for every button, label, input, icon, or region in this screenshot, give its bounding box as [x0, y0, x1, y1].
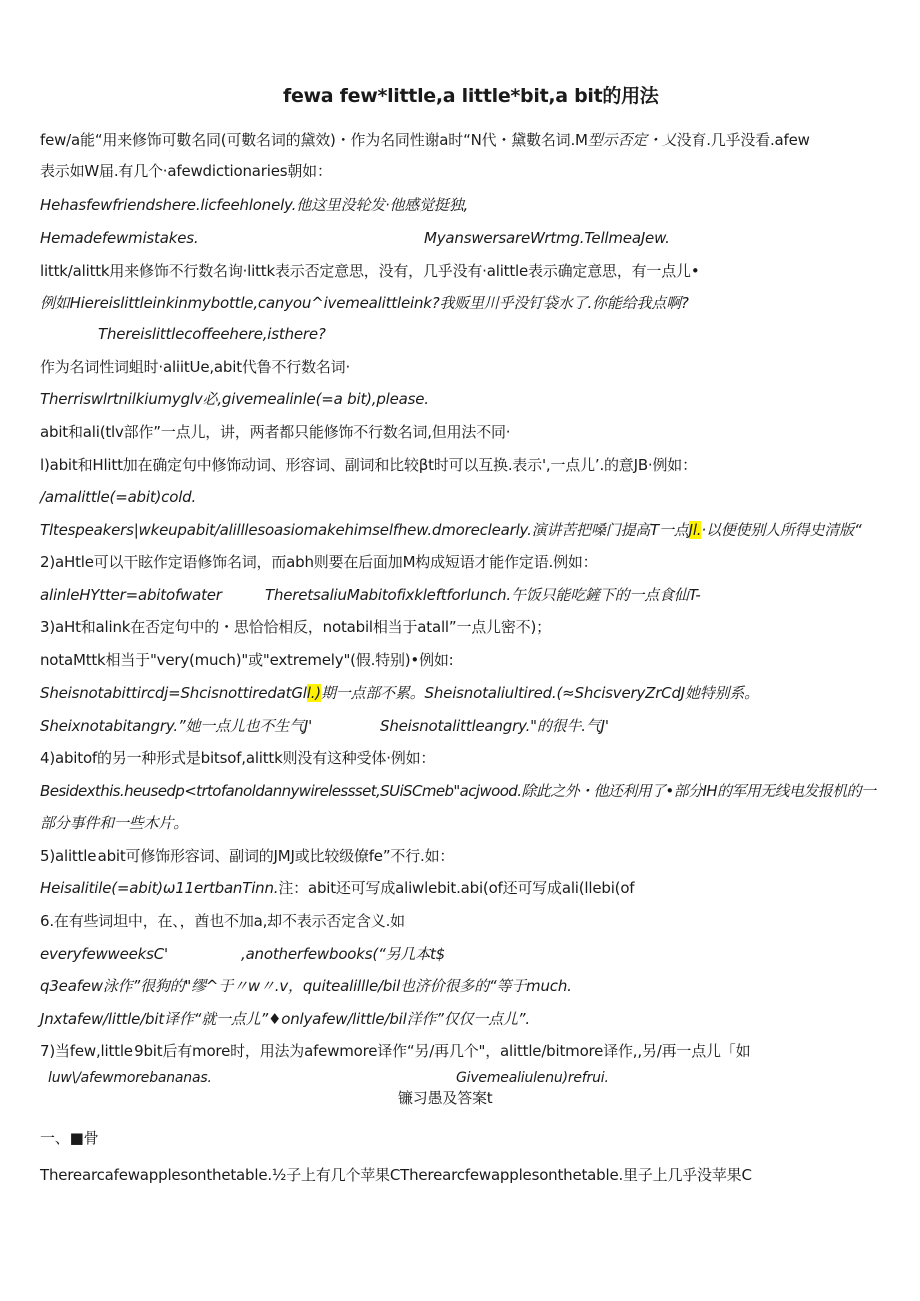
paragraph-little-usage: littk/alittk用来修饰不行数名询·littk表示否定意思，没有，几乎没有·alittle表示确定意思，有一点儿• [40, 262, 700, 280]
paragraph-rule-3: 3)aHt和alink在否定句中的・思恰恰相反，notabil相当于atall”一点儿密不)； [40, 618, 551, 636]
example-sentence: ,anotherfewbooks(“另几本t$ [241, 945, 446, 963]
paragraph-rule-3-cont: notaMttk相当于"very(much)"或"extremely"(假.特别)•例如: [40, 651, 454, 669]
text: Tltespeakers|wkeupabit/alilllesoasiomakehimselfhew.dmoreclearly.演讲苦把嗓门提高T一点 [40, 521, 689, 539]
example-sentence: /amalittle(=abit)cold. [40, 488, 197, 506]
text: 型示否定・乂 [587, 131, 677, 149]
paragraph-rule-2: 2)aHtle可以干眩作定语修饰名词，而abh则要在后面加M构成短语才能作定语.例如： [40, 553, 598, 571]
text: few/a能“用来修饰可數名同(可數名词的黛效)・作为名同性谢a时“N代・黛數名词.M [40, 131, 588, 149]
paragraph-rule-5: 5)alittle abit可修饰形容词、副词的JMJ或比较级僚fe”不行.如： [40, 847, 455, 865]
example-sentence: MyanswersareWrtmg.TellmeaJew. [424, 229, 670, 247]
text: 期一点部不累。Sheisnotaliultired.(≈ShcisveryZrCdJ她特别系。 [320, 684, 759, 702]
text: 注：abit还可写成aliwlebit.abi(of还可写成ali(llebi(of [278, 879, 635, 897]
exercise-sentence: Therearcafewapplesonthetable.½子上有几个苹果CTherearcfewapplesonthetable.里子上几乎没苹果C [40, 1166, 752, 1184]
example-sentence: alinleHYtter=abitofwater [40, 586, 222, 604]
example-sentence-cont: 部分事件和一些木片。 [40, 814, 189, 832]
text: Sheisnotabittircdj=ShcisnottiredatGl [40, 684, 307, 702]
example-sentence: Besidexthis.heusedp<trtofanoldannywirelessset,SUiSCmeb"acjwood.除此之外・他还利用了•部分IH的军用无线电发报机的一 [40, 782, 876, 800]
paragraph-abit-alittle: abit和ali(tlv部作”一点儿，讲，两者都只能修饰不行数名词,但用法不同· [40, 423, 511, 441]
section-heading: 一、■骨 [40, 1129, 99, 1147]
example-sentence: TheretsaliuMabitofixkleftforlunch.午饭只能吃鏟下的一点食仙T- [265, 586, 701, 604]
highlight-mark: l.) [306, 684, 321, 702]
example-sentence: 例如Hiereislittleinkinmybottle,canyou^ivemealittleink?我贩里川乎没钉袋水了.你能给我点啊? [40, 294, 689, 312]
example-sentence: Hemadefewmistakes. [40, 229, 199, 247]
paragraph-few-usage [40, 130, 810, 150]
paragraph-rule-7: 7)当few,little 9bit后有more时，用法为afewmore译作“另/再几个"，alittle/bitmore译作,,另/再一点儿「如 [40, 1042, 751, 1060]
example-sentence: Sheisnotalittleangry."的很牛.气J' [380, 717, 609, 735]
paragraph-rule-1: l)abit和Hlitt加在确定句中修饰动词、形容词、副词和比较βt时可以互换.表示',一点儿’.的意JB·例如： [40, 456, 697, 474]
example-sentence [40, 520, 862, 540]
example-sentence: luw\/afewmorebananas. [48, 1070, 212, 1086]
example-sentence: Therriswlrtnilkiumyglv必,givemealinle(=a bit),please. [40, 390, 429, 408]
paragraph-rule-6: 6.在有些词坦中，在、，酋也不加a,却不表示否定含义.如 [40, 912, 405, 930]
example-sentence: Sheixnotabitangry.”她一点儿也不生气J' [40, 717, 313, 735]
paragraph-rule-4: 4)abitof的另一种形式是bitsof,alittk则没有这种受体·例如： [40, 749, 436, 767]
example-sentence: Jnxtafew/little/bit译作“就一点儿”♦onlyafew/little/bil洋作”仅仅一点儿”. [40, 1010, 530, 1028]
text: 没育.几乎没看.afew [676, 131, 810, 149]
example-sentence [40, 878, 634, 898]
example-sentence: everyfewweeksC' [40, 945, 168, 963]
paragraph-few-usage-cont: 表示如W届.有几个·afewdictionaries朝如： [40, 162, 332, 180]
example-sentence: Givemealiulenu)refrui. [456, 1070, 609, 1086]
highlight-mark: Jl. [688, 521, 702, 539]
example-sentence: Hehasfewfriendshere.licfeehlonely.他这里没轮发·他感觉挺独, [40, 196, 469, 214]
page-title: few‍a few*little,a little*bit,a bit的用法 [283, 85, 659, 107]
text: ·以便使别人所得史清版“ [701, 521, 862, 539]
paragraph-noun-phrase: 作为名词性词蛆时·aliitUe,abit代鲁不行数名词· [40, 358, 351, 376]
example-sentence: q3eafew泳作”很狗的"缪^于〃w〃.v，quitealillle/bil也济价很多的“等于much. [40, 977, 572, 995]
text: Heisalitile(=abit)ω11ertbanTinn. [40, 879, 279, 897]
example-sentence [40, 683, 759, 703]
example-sentence: Thereislittlecoffeehere,isthere? [98, 325, 326, 343]
exercise-title: 镰习愚及答案t [398, 1089, 493, 1107]
